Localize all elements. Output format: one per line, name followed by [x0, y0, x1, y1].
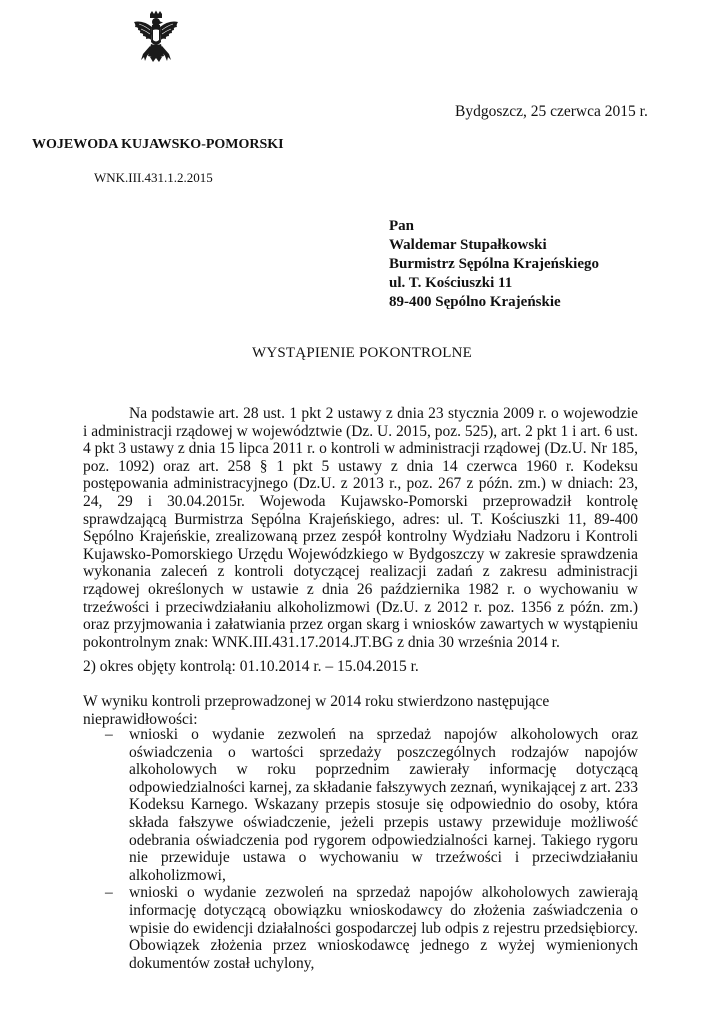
addressee-position: Burmistrz Sępólna Krajeńskiego — [389, 256, 599, 272]
bullet-dash: – — [105, 884, 113, 902]
addressee-block — [389, 217, 599, 312]
place-date: Bydgoszcz, 25 czerwca 2015 r. — [455, 103, 648, 120]
findings-list — [83, 726, 638, 972]
finding-item — [83, 884, 638, 972]
case-reference: WNK.III.431.1.2.2015 — [94, 170, 213, 185]
addressee-city: 89-400 Sępólno Krajeńskie — [389, 294, 561, 310]
addressee-name: Waldemar Stupałkowski — [389, 237, 547, 253]
polish-eagle-emblem-icon — [131, 10, 181, 72]
finding-text: wnioski o wydanie zezwoleń na sprzedaż napojów alkoholowych zawierają informację dotyczącą obowiązku wnioskodawcy do złożenia zaświadczenia o wpisie do ewidencji działalności gospodarczej lub odpis z rejestru przedsiębiorcy. Obowiązek złożenia przez wnioskodawcę jednego z wyżej wymienionych dokumentów został uchylony, — [129, 884, 638, 972]
issuing-authority: WOJEWODA KUJAWSKO-POMORSKI — [32, 137, 284, 152]
control-period-paragraph: 2) okres objęty kontrolą: 01.10.2014 r. – 15.04.2015 r. — [83, 658, 419, 675]
finding-item — [83, 726, 638, 884]
addressee-street: ul. T. Kościuszki 11 — [389, 275, 513, 291]
bullet-dash: – — [105, 726, 113, 743]
finding-text: wnioski o wydanie zezwoleń na sprzedaż napojów alkoholowych oraz oświadczenia o wartości sprzedaży poszczególnych rodzajów napojów alkoholowych w roku poprzednim zawierały informację dotyczącą odpowiedzialności karnej, za składanie fałszywych zeznań, wynikającej z art. 233 Kodeksu Karnego. Wskazany przepis stosuje się odpowiednio do osoby, która składa fałszywe oświadczenie, jeżeli przepis ustawy przewiduje możliwość odebrania oświadczenia pod rygorem odpowiedzialności karnej. Takiego rygoru nie przewiduje ustawa o wychowaniu w trzeźwości i przeciwdziałaniu alkoholizmowi, — [129, 726, 638, 884]
findings-intro-paragraph: W wyniku kontroli przeprowadzonej w 2014 roku stwierdzono następujące nieprawidłowości: — [83, 693, 550, 728]
addressee-salutation: Pan — [389, 218, 415, 234]
document-title: WYSTĄPIENIE POKONTROLNE — [252, 345, 472, 361]
legal-basis-paragraph: Na podstawie art. 28 ust. 1 pkt 2 ustawy z dnia 23 stycznia 2009 r. o wojewodzie i administracji rządowej w województwie (Dz. U. 2015, poz. 525), art. 2 pkt 1 i art. 6 ust. 4 pkt 3 ustawy z dnia 15 lipca 2011 r. o kontroli w administracji rządowej (Dz.U. Nr 185, poz. 1092) oraz art. 258 § 1 pkt 5 ustawy z dnia 14 czerwca 1960 r. Kodeksu postępowania administracyjnego (Dz.U. z 2013 r., poz. 267 z późn. zm.) w dniach: 23, 24, 29 i 30.04.2015r. Wojewoda Kujawsko-Pomorski przeprowadził kontrolę sprawdzającą Burmistrza Sępólna Krajeńskiego, adres: ul. T. Kościuszki 11, 89-400 Sępólno Krajeńskie, zrealizowaną przez zespół kontrolny Wydziału Nadzoru i Kontroli Kujawsko-Pomorskiego Urzędu Wojewódzkiego w Bydgoszczy w zakresie sprawdzenia wykonania zaleceń z kontroli dotyczącej realizacji zadań z zakresu administracji rządowej określonych w ustawie z dnia 26 października 1982 r. o wychowaniu w trzeźwości i przeciwdziałaniu alkoholizmowi (Dz.U. z 2012 r. poz. 1356 z późn. zm.) oraz przyjmowania i załatwiania przez organ skarg i wniosków zawartych w wystąpieniu pokontrolnym znak: WNK.III.431.17.2014.JT.BG z dnia 30 września 2014 r. — [83, 405, 638, 651]
